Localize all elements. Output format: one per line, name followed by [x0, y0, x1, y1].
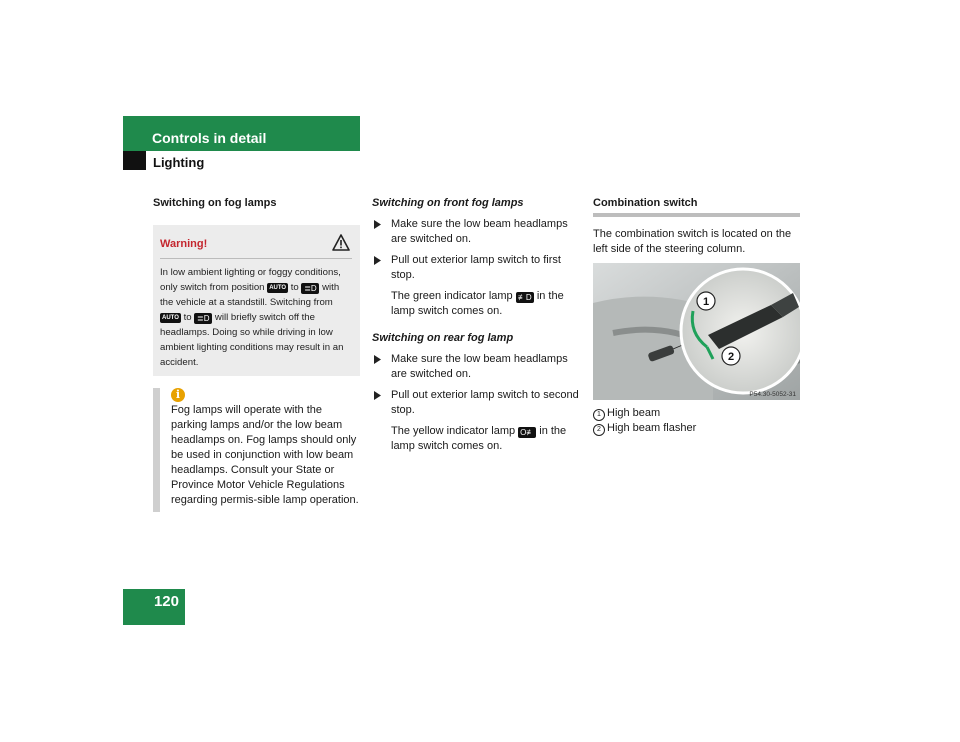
info-icon: i: [171, 388, 185, 402]
subsection-title: Lighting: [153, 155, 205, 170]
warning-triangle-icon: [332, 234, 350, 251]
rear-note: [372, 424, 579, 454]
callout-2: 2: [727, 351, 735, 363]
step-text: Make sure the low beam headlamps are switched on.: [391, 353, 568, 380]
legend-number: 2: [593, 424, 605, 436]
step-arrow-icon: [374, 355, 381, 364]
legend-item: [593, 406, 800, 421]
low-beam-icon: ≣D: [301, 283, 319, 294]
warning-text: [160, 265, 352, 370]
legend-label: High beam: [607, 407, 661, 419]
header-marker: [123, 151, 146, 170]
combination-switch-image: [593, 263, 800, 400]
page-number: 120: [123, 589, 185, 625]
column-fog-procedures: [372, 196, 579, 454]
step-arrow-icon: [374, 391, 381, 400]
front-fog-lamp-icon: ≢D: [516, 292, 534, 303]
rear-step-1: [372, 352, 579, 382]
note-text: The yellow indicator lamp: [391, 425, 516, 437]
callout-1: 1: [702, 296, 710, 308]
auto-position-icon: AUTO: [162, 315, 179, 321]
warning-text-part: to: [290, 282, 299, 293]
section-title: Controls in detail: [152, 130, 267, 146]
front-step-2: [372, 253, 579, 283]
step-text: Pull out exterior lamp switch to first stop.: [391, 254, 561, 281]
legend-item: [593, 421, 800, 436]
step-arrow-icon: [374, 256, 381, 265]
figure-code: P54.30-5052-31: [749, 391, 796, 398]
figure-legend: [593, 406, 800, 436]
fog-lamps-title: Switching on fog lamps: [153, 197, 277, 209]
front-step-1: [372, 217, 579, 247]
legend-label: High beam flasher: [607, 422, 697, 434]
front-note: [372, 289, 579, 319]
note-text: in the lamp switch comes on.: [391, 290, 564, 317]
rear-step-2: [372, 388, 579, 418]
info-box: [153, 388, 360, 512]
warning-title: Warning!: [160, 238, 208, 250]
rear-fog-title: Switching on rear fog lamp: [372, 332, 514, 344]
warning-text-part: will briefly switch off the headlamps. Doing so while driving in low ambient lighting conditions may result in an accident.: [160, 312, 344, 368]
step-text: Pull out exterior lamp switch to second stop.: [391, 389, 579, 416]
section-header: [123, 116, 360, 151]
column-combination-switch: [593, 196, 800, 436]
note-text: The green indicator lamp: [391, 290, 513, 302]
warning-box: [153, 225, 360, 376]
combination-switch-title: Combination switch: [593, 196, 800, 217]
warning-text-part: In low ambient lighting or foggy conditions, only switch from position: [160, 267, 341, 293]
step-text: Make sure the low beam headlamps are switched on.: [391, 218, 568, 245]
note-text: in the lamp switch comes on.: [391, 425, 567, 452]
warning-header: [160, 234, 352, 259]
combination-switch-text: The combination switch is located on the left side of the steering column.: [593, 228, 792, 255]
legend-number: 1: [593, 409, 605, 421]
rear-fog-lamp-icon: O≢: [520, 428, 535, 437]
combination-switch-figure: [593, 263, 800, 400]
column-fog-lamps: [153, 196, 360, 512]
low-beam-icon: ≣D: [194, 313, 212, 324]
warning-text-part: to: [183, 312, 192, 323]
front-fog-title: Switching on front fog lamps: [372, 197, 524, 209]
warning-text-part: with the vehicle at a standstill. Switching from: [160, 282, 340, 308]
info-text: Fog lamps will operate with the parking lamps and/or the low beam headlamps on. Fog lamps should only be used in conjunction with low beam headlamps. Consult your State or Province Motor Vehicle Regulations regarding permis-sible lamp operation.: [171, 404, 359, 506]
step-arrow-icon: [374, 220, 381, 229]
auto-position-icon: AUTO: [269, 285, 287, 291]
